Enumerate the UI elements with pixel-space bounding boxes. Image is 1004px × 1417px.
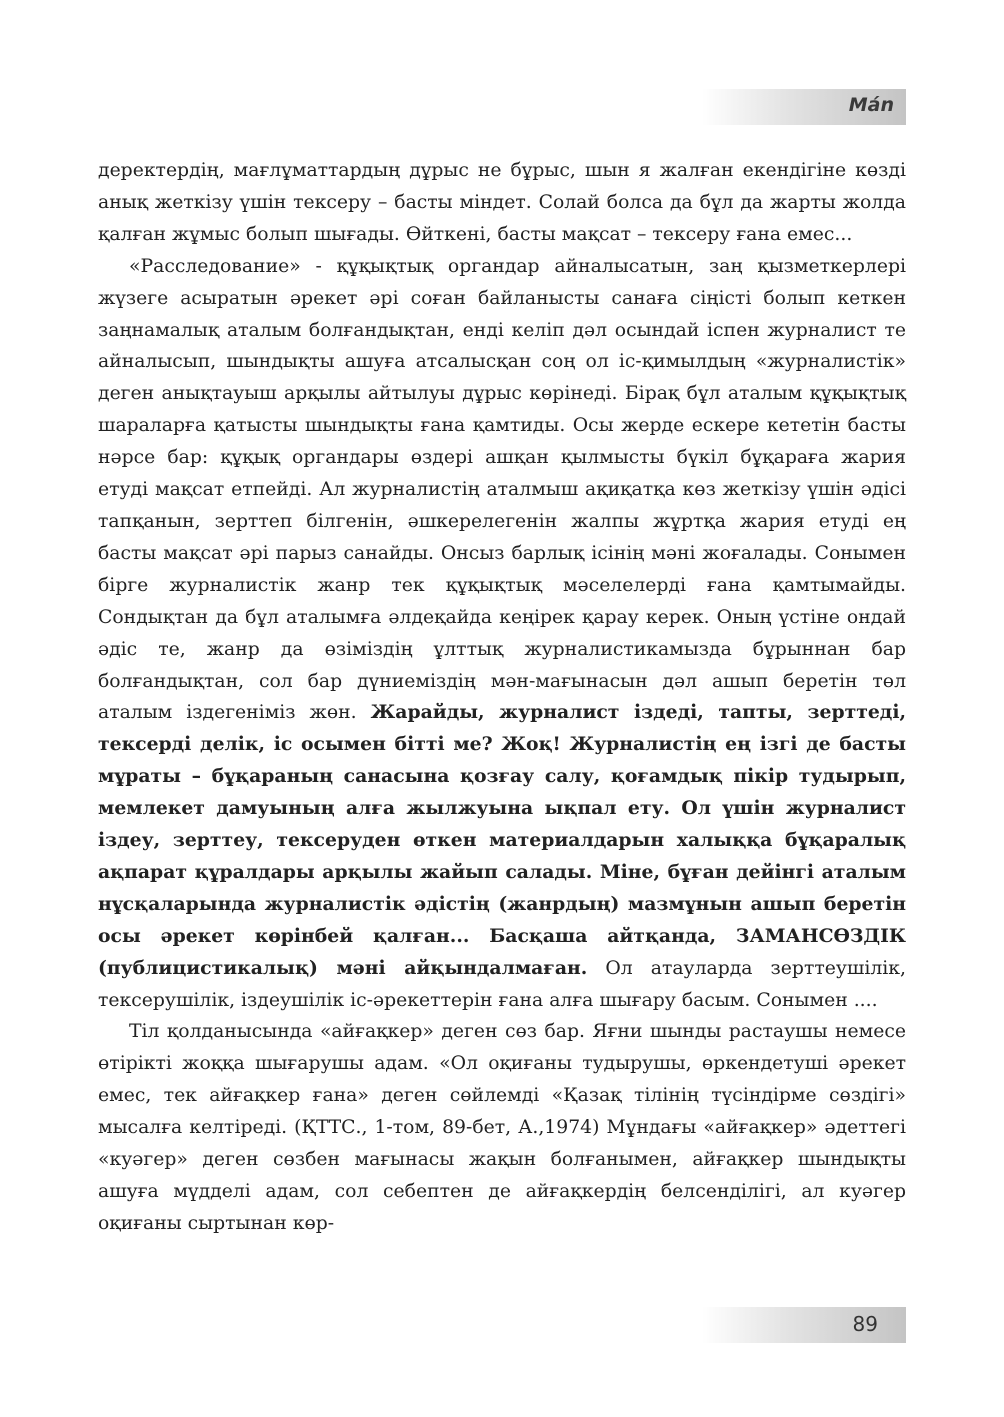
paragraph-2-tail-text: Ол атауларда зерттеушілік, тексерушілік, іздеушілік іс-әрекеттерін ғана алға шығару басым. Сонымен ....	[98, 957, 906, 1011]
paragraph-1	[98, 155, 906, 251]
running-header-title: Mán	[848, 94, 894, 116]
body-text	[98, 155, 906, 1240]
page-number: 89	[852, 1312, 878, 1336]
paragraph-3-text: Тіл қолданысында «айғақкер» деген сөз бар. Яғни шынды растаушы немесе өтірікті жоққа шығарушы адам. «Ол оқиғаны тудырушы, өркендетуші әрекет емес, тек айғақкер ғана» деген сөйлемді «Қазақ тілінің түсіндірме сөздігі» мысалға келтіреді. (ҚТТС., 1-том, 89-бет, А.,1974) Мұндағы «айғақкер» әдеттегі «куәгер» деген сөзбен мағынасы жақын болғанымен, айғақкер шындықты ашуға мүдделі адам, сол себептен де айғақкердің белсенділігі, ал куәгер оқиғаны сыртынан көр-	[98, 1021, 906, 1234]
paragraph-2-bold-text: Жарайды, журналист іздеді, тапты, зерттеді, тексерді делік, іс осымен бітті ме? Жоқ! Журналистің ең ізгі де басты мұраты – бұқараның санасына қозғау салу, қоғамдық пікір тудырып, мемлекет дамуының алға жылжуына ықпал ету. Ол үшін журналист іздеу, зерттеу, тексеруден өткен материалдарын халыққа бұқаралық ақпарат құралдары арқылы жайып салады. Міне, бұған дейінгі аталым нұсқаларында журналистік әдістің (жанрдың) мазмұнын ашып беретін осы әрекет көрінбей қалған... Басқаша айтқанда, ЗАМАНСӨЗДІК (публицистикалық) мәні айқындалмаған.	[98, 701, 906, 979]
page-footer	[702, 1307, 906, 1343]
paragraph-2-text: «Расследование» - құқықтық органдар айналысатын, заң қызметкерлері жүзеге асыратын әрекет әрі соған байланысты санаға сіңісті болып кеткен заңнамалық аталым болғандықтан, енді келіп дәл осындай іспен журналист те айналысып, шындықты ашуға атсалысқан соң ол іс-қимылдың «журналистік» деген анықтауыш арқылы айтылуы дұрыс көрінеді. Бірақ бұл аталым құқықтық шараларға қатысты шындықты ғана қамтиды. Осы жерде ескере кететін басты нәрсе бар: құқық органдары өздері ашқан қылмысты бүкіл бұқараға жария етуді мақсат етпейді. Ал журналистің аталмыш ақиқатқа көз жеткізу үшін әдісі тапқанын, зерттеп білгенін, әшкерелегенін жалпы жұртқа жария етуді ең басты мақсат әрі парыз санайды. Онсыз барлық ісінің мәні жоғалады. Сонымен бірге журналистік жанр тек құқықтық мәселелерді ғана қамтымайды. Сондықтан да бұл аталымға әлдеқайда кеңірек қарау керек. Оның үстіне ондай әдіс те, жанр да өзіміздің ұлттық журналистикамызда бұрыннан бар болғандықтан, сол бар дүниеміздің мән-мағынасын дәл ашып беретін төл аталым іздегеніміз жөн.	[98, 255, 906, 724]
paragraph-3	[98, 1016, 906, 1239]
paragraph-1-text: деректердің, мағлұматтардың дұрыс не бұрыс, шын я жалған екендігіне көзді анық жеткізу үшін тексеру – басты міндет. Солай болса да бұл да жарты жолда қалған жұмыс болып шығады. Өйткені, басты мақсат – тексеру ғана емес...	[98, 160, 906, 245]
paragraph-2	[98, 251, 906, 1017]
running-header	[702, 89, 906, 125]
